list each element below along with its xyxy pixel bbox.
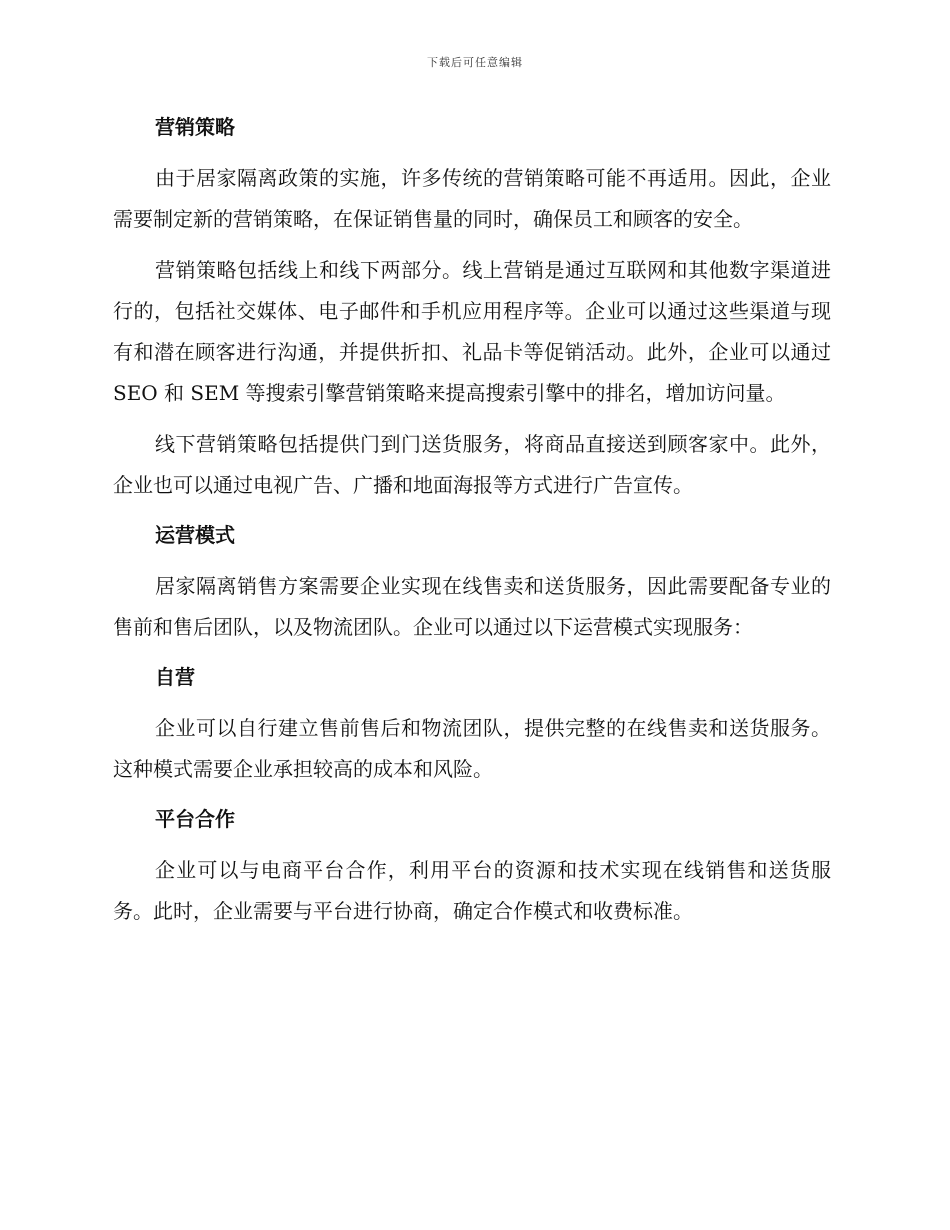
paragraph: 线下营销策略包括提供门到门送货服务，将商品直接送到顾客家中。此外，企业也可以通过电视广告、广播和地面海报等方式进行广告宣传。 [113,432,831,497]
section-heading: 平台合作 [155,807,235,831]
page-header: 下载后可任意编辑 [427,56,523,69]
section-heading: 营销策略 [155,115,235,139]
section-marketing-strategy [113,108,831,506]
section-self-operated [113,658,831,790]
section-heading: 自营 [155,665,195,689]
paragraph: 企业可以自行建立售前售后和物流团队，提供完整的在线售卖和送货服务。这种模式需要企业承担较高的成本和风险。 [113,716,831,781]
paragraph: 企业可以与电商平台合作，利用平台的资源和技术实现在线销售和送货服务。此时，企业需要与平台进行协商，确定合作模式和收费标准。 [113,858,831,923]
paragraph: 居家隔离销售方案需要企业实现在线售卖和送货服务，因此需要配备专业的售前和售后团队，以及物流团队。企业可以通过以下运营模式实现服务： [113,574,831,639]
section-operation-mode [113,516,831,648]
paragraph: 营销策略包括线上和线下两部分。线上营销是通过互联网和其他数字渠道进行的，包括社交媒体、电子邮件和手机应用程序等。企业可以通过这些渠道与现有和潜在顾客进行沟通，并提供折扣、礼品卡等促销活动。此外，企业可以通过 SEO 和 SEM 等搜索引擎营销策略来提高搜索引擎中的排名，增加访问量。 [113,258,831,405]
section-heading: 运营模式 [155,523,235,547]
section-platform-cooperation [113,800,831,932]
paragraph: 由于居家隔离政策的实施，许多传统的营销策略可能不再适用。因此，企业需要制定新的营销策略，在保证销售量的同时，确保员工和顾客的安全。 [113,166,831,231]
document-body [113,108,831,942]
